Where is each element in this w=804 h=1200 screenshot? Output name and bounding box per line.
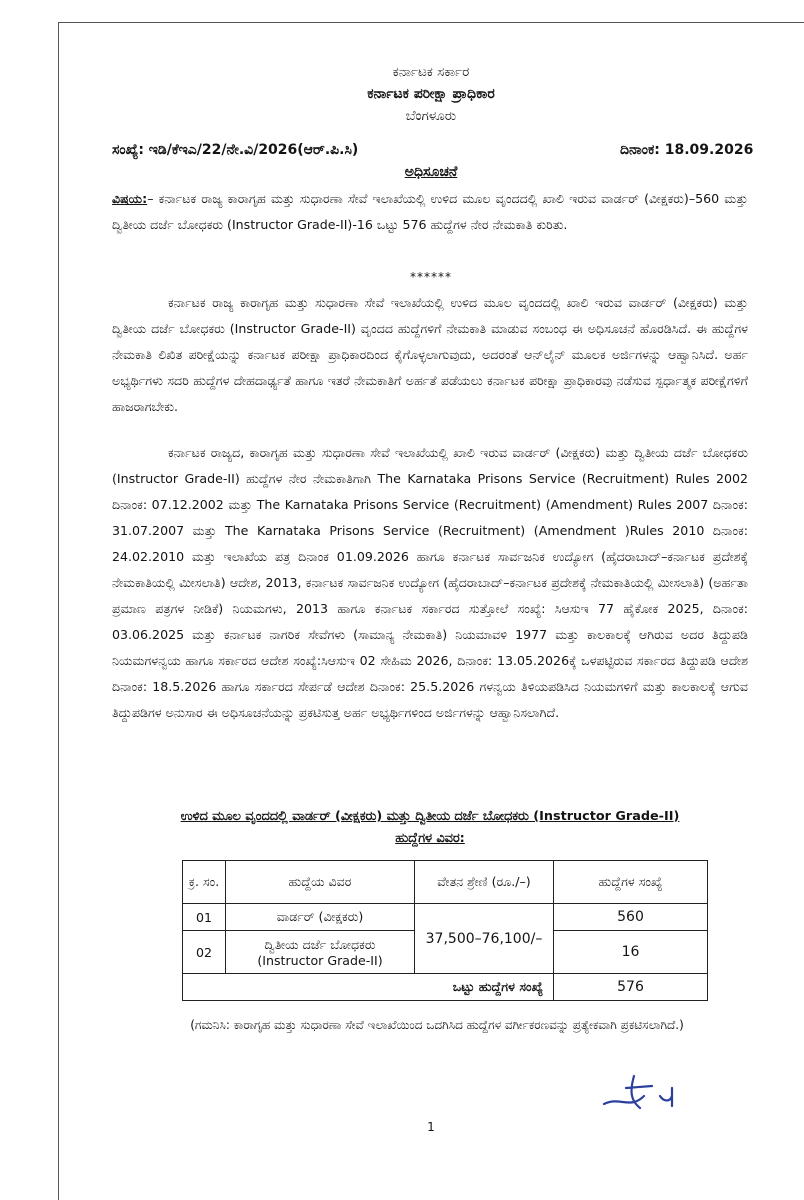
separator: ****** xyxy=(410,270,452,284)
total-label: ಒಟ್ಟು ಹುದ್ದೆಗಳ ಸಂಖ್ಯೆ xyxy=(183,974,554,1001)
cell-pay-scale: 37,500–76,100/– xyxy=(415,904,554,974)
table-title: ಉಳಿದ ಮೂಲ ವೃಂದದಲ್ಲಿ ವಾರ್ಡರ್ (ವೀಕ್ಷಕರು) ಮತ್ತು ದ್ವಿತೀಯ ದರ್ಜೆ ಬೋಧಕರು (Instructor Grade-II) xyxy=(180,809,680,824)
total-count: 576 xyxy=(554,974,708,1001)
table-total-row xyxy=(183,974,708,1001)
footnote: (ಗಮನಿಸಿ: ಕಾರಾಗೃಹ ಮತ್ತು ಸುಧಾರಣಾ ಸೇವೆ ಇಲಾಖೆಯಿಂದ ಒದಗಿಸಿದ ಹುದ್ದೆಗಳ ವರ್ಗೀಕರಣವನ್ನು ಪ್ರತ್ಯೇಕವಾಗಿ ಪ್ರಕಟಿಸಲಾಗಿದೆ.) xyxy=(190,1018,684,1032)
signature xyxy=(600,1066,690,1116)
col-header-sl: ಕ್ರ. ಸಂ. xyxy=(183,861,226,904)
col-header-post: ಹುದ್ದೆಯ ವಿವರ xyxy=(226,861,415,904)
cell-count: 560 xyxy=(554,904,708,931)
table-row xyxy=(183,904,708,931)
cell-post-sub: (Instructor Grade-II) xyxy=(257,952,383,968)
col-header-pay: ವೇತನ ಶ್ರೇಣಿ (ರೂ./–) xyxy=(415,861,554,904)
table-header-row xyxy=(183,861,708,904)
cell-sl: 02 xyxy=(183,931,226,974)
scan-border-top xyxy=(58,22,804,23)
notification-title: ಅಧಿಸೂಚನೆ xyxy=(404,164,458,180)
subject-paragraph xyxy=(112,186,748,238)
scan-border-left xyxy=(58,22,59,1200)
cell-post-main: ದ್ವಿತೀಯ ದರ್ಜೆ ಬೋಧಕರು xyxy=(264,936,376,952)
header-city: ಬೆಂಗಳೂರು xyxy=(405,108,457,124)
posts-table xyxy=(182,860,708,1001)
page-number: 1 xyxy=(427,1120,435,1134)
subject-label: ವಿಷಯ: xyxy=(112,191,148,206)
reference-number: ಸಂಖ್ಯೆ: ಇಡಿ/ಕೆಇಎ/22/ನೇ.ವಿ/2026(ಆರ್.ಪಿ.ಸಿ) xyxy=(112,142,359,158)
cell-count: 16 xyxy=(554,931,708,974)
header-authority: ಕರ್ನಾಟಕ ಪರೀಕ್ಷಾ ಪ್ರಾಧಿಕಾರ xyxy=(367,86,495,102)
table-subtitle: ಹುದ್ದೆಗಳ ವಿವರ: xyxy=(395,831,465,846)
cell-sl: 01 xyxy=(183,904,226,931)
cell-post: ವಾರ್ಡರ್ (ವೀಕ್ಷಕರು) xyxy=(226,904,415,931)
col-header-count: ಹುದ್ದೆಗಳ ಸಂಖ್ಯೆ xyxy=(554,861,708,904)
subject-text: – ಕರ್ನಾಟಕ ರಾಜ್ಯ ಕಾರಾಗೃಹ ಮತ್ತು ಸುಧಾರಣಾ ಸೇವೆ ಇಲಾಖೆಯಲ್ಲಿ ಉಳಿದ ಮೂಲ ವೃಂದದಲ್ಲಿ ಖಾಲಿ ಇರುವ ವಾರ್ಡರ್ (ವೀಕ್ಷಕರು)–560 ಮತ್ತು ದ್ವಿತೀಯ ದರ್ಜೆ ಬೋಧಕರು (Instructor Grade-II)-16 ಒಟ್ಟು 576 ಹುದ್ದೆಗಳ ನೇರ ನೇಮಕಾತಿ ಕುರಿತು. xyxy=(112,191,748,232)
body-paragraph-1: ಕರ್ನಾಟಕ ರಾಜ್ಯ ಕಾರಾಗೃಹ ಮತ್ತು ಸುಧಾರಣಾ ಸೇವೆ ಇಲಾಖೆಯಲ್ಲಿ ಉಳಿದ ಮೂಲ ವೃಂದದಲ್ಲಿ ಖಾಲಿ ಇರುವ ವಾರ್ಡರ್ (ವೀಕ್ಷಕರು) ಮತ್ತು ದ್ವಿತೀಯ ದರ್ಜೆ ಬೋಧಕರು (Instructor Grade-II) ವೃಂದದ ಹುದ್ದೆಗಳಿಗೆ ನೇಮಕಾತಿ ಮಾಡುವ ಸಂಬಂಧ ಈ ಅಧಿಸೂಚನೆ ಹೊರಡಿಸಿದೆ. ಈ ಹುದ್ದೆಗಳ ನೇಮಕಾತಿ ಲಿಖಿತ ಪರೀಕ್ಷೆಯನ್ನು ಕರ್ನಾಟಕ ಪರೀಕ್ಷಾ ಪ್ರಾಧಿಕಾರದಿಂದ ಕೈಗೊಳ್ಳಲಾಗುವುದು, ಅದರಂತೆ ಆನ್‌ಲೈನ್ ಮೂಲಕ ಅರ್ಜಿಗಳನ್ನು ಆಹ್ವಾನಿಸಿದೆ. ಅರ್ಹ ಅಭ್ಯರ್ಥಿಗಳು ಸದರಿ ಹುದ್ದೆಗಳ ದೇಹದಾರ್ಢ್ಯತೆ ಹಾಗೂ ಇತರೆ ನೇಮಕಾತಿಗೆ ಅರ್ಹತೆ ಪಡೆಯಲು ಕರ್ನಾಟಕ ಪರೀಕ್ಷಾ ಪ್ರಾಧಿಕಾರವು ನಡೆಸುವ ಸ್ಪರ್ಧಾತ್ಮಕ ಪರೀಕ್ಷೆಗಳಿಗೆ ಹಾಜರಾಗಬೇಕು. xyxy=(112,295,748,414)
cell-post xyxy=(226,931,415,974)
body-paragraph-2: ಕರ್ನಾಟಕ ರಾಜ್ಯದ, ಕಾರಾಗೃಹ ಮತ್ತು ಸುಧಾರಣಾ ಸೇವೆ ಇಲಾಖೆಯಲ್ಲಿ ಖಾಲಿ ಇರುವ ವಾರ್ಡರ್ (ವೀಕ್ಷಕರು) ಮತ್ತು ದ್ವಿತೀಯ ದರ್ಜೆ ಬೋಧಕರು (Instructor Grade-II) ಹುದ್ದೆಗಳ ನೇರ ನೇಮಕಾತಿಗಾಗಿ The Karnataka Prisons Service (Recruitment) Rules 2002 ದಿನಾಂಕ: 07.12.2002 ಮತ್ತು The Karnataka Prisons Service (Recruitment) (Amendment) Rules 2007 ದಿನಾಂಕ: 31.07.2007 ಮತ್ತು The Karnataka Prisons Service (Recruitment) (Amendment )Rules 2010 ದಿನಾಂಕ: 24.02.2010 ಮತ್ತು ಇಲಾಖೆಯ ಪತ್ರ ದಿನಾಂಕ 01.09.2026 ಹಾಗೂ ಕರ್ನಾಟಕ ಸಾರ್ವಜನಿಕ ಉದ್ಯೋಗ (ಹೈದರಾಬಾದ್–ಕರ್ನಾಟಕ ಪ್ರದೇಶಕ್ಕೆ ನೇಮಕಾತಿಯಲ್ಲಿ ಮೀಸಲಾತಿ) ಆದೇಶ, 2013, ಕರ್ನಾಟಕ ಸಾರ್ವಜನಿಕ ಉದ್ಯೋಗ (ಹೈದರಾಬಾದ್–ಕರ್ನಾಟಕ ಪ್ರದೇಶಕ್ಕೆ ನೇಮಕಾತಿಯಲ್ಲಿ ಮೀಸಲಾತಿ) (ಅರ್ಹತಾ ಪ್ರಮಾಣ ಪತ್ರಗಳ ನೀಡಿಕೆ) ನಿಯಮಗಳು, 2013 ಹಾಗೂ ಕರ್ನಾಟಕ ಸರ್ಕಾರದ ಸುತ್ತೋಲೆ ಸಂಖ್ಯೆ: ಸಿಆಸುಇ 77 ಹೈಕೋಕ 2025, ದಿನಾಂಕ: 03.06.2025 ಮತ್ತು ಕರ್ನಾಟಕ ನಾಗರಿಕ ಸೇವೆಗಳು (ಸಾಮಾನ್ಯ ನೇಮಕಾತಿ) ನಿಯಮಾವಳಿ 1977 ಮತ್ತು ಕಾಲಕಾಲಕ್ಕೆ ಆಗಿರುವ ಅದರ ತಿದ್ದುಪಡಿ ನಿಯಮಗಳನ್ವಯ ಹಾಗೂ ಸರ್ಕಾರದ ಆದೇಶ ಸಂಖ್ಯೆ:ಸಿಆಸುಇ 02 ಸೇಹಿಮ 2026, ದಿನಾಂಕ: 13.05.2026ಕ್ಕೆ ಒಳಪಟ್ಟಿರುವ ಸರ್ಕಾರದ ತಿದ್ದುಪಡಿ ಆದೇಶ ದಿನಾಂಕ: 18.5.2026 ಹಾಗೂ ಸರ್ಕಾರದ ಸೇರ್ಪಡೆ ಆದೇಶ ದಿನಾಂಕ: 25.5.2026 ಗಳನ್ವಯ ತಿಳಿಯಪಡಿಸಿದ ನಿಯಮಗಳಿಗೆ ಮತ್ತು ಕಾಲಕಾಲಕ್ಕೆ ಆಗುವ ತಿದ್ದುಪಡಿಗಳ ಅನುಸಾರ ಈ ಅಧಿಸೂಚನೆಯನ್ನು ಪ್ರಕಟಿಸುತ್ತ ಅರ್ಹ ಅಭ್ಯರ್ಥಿಗಳಿಂದ ಅರ್ಜಿಗಳನ್ನು ಆಹ್ವಾನಿಸಲಾಗಿದೆ. xyxy=(112,445,748,720)
notification-date: ದಿನಾಂಕ: 18.09.2026 xyxy=(620,142,754,158)
header-government: ಕರ್ನಾಟಕ ಸರ್ಕಾರ xyxy=(392,64,470,80)
